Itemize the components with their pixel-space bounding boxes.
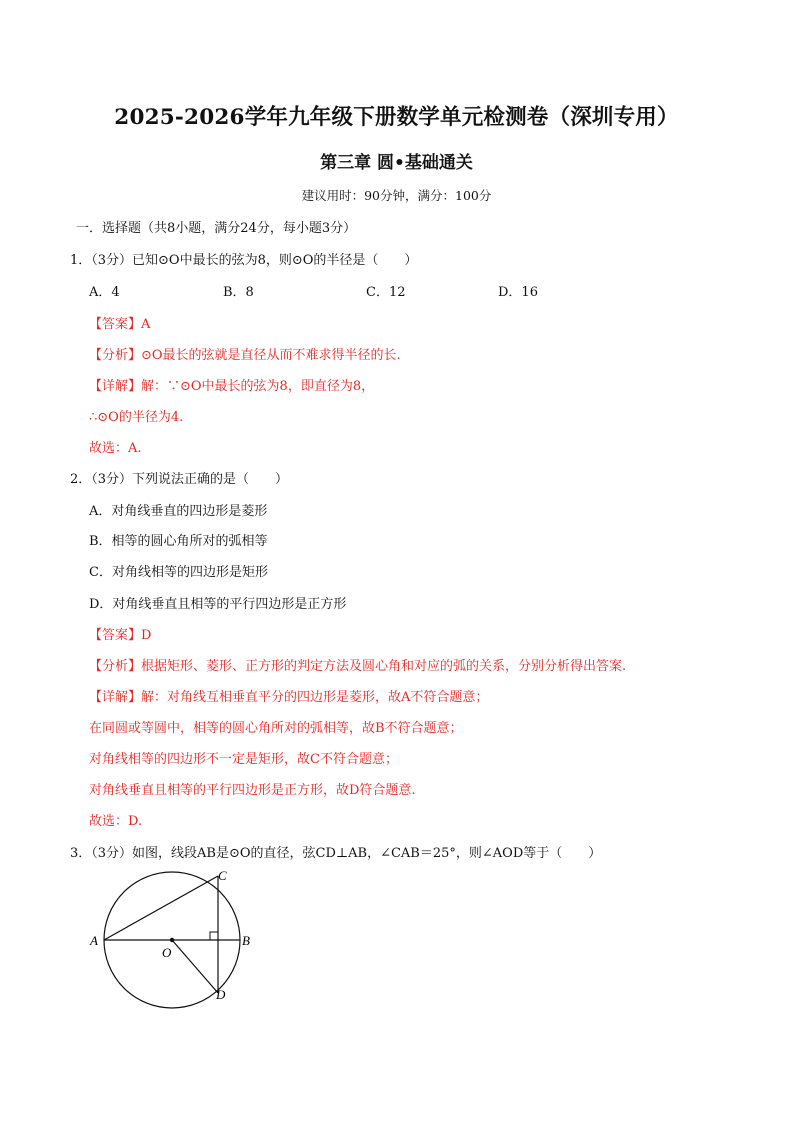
q2-option-b: B．相等的圆心角所对的弧相等	[89, 534, 268, 549]
q2-option-d: D．对角线垂直且相等的平行四边形是正方形	[89, 597, 347, 612]
chapter-subtitle: 第三章 圆•基础通关	[320, 153, 473, 173]
section-heading: 一．选择题（共8小题，满分24分，每小题3分）	[76, 221, 357, 236]
q1-analysis: 【分析】⊙O最长的弦就是直径从而不难求得半径的长.	[89, 348, 401, 363]
q1-stem: 1．（3分）已知⊙O中最长的弦为8，则⊙O的半径是（ ）	[70, 253, 418, 268]
q1-option-a: A．4	[89, 285, 120, 300]
q2-option-c: C．对角线相等的四边形是矩形	[89, 565, 268, 580]
label-o: O	[162, 945, 172, 960]
q2-option-a: A．对角线垂直的四边形是菱形	[89, 504, 268, 519]
q1-conclusion: 故选：A.	[89, 441, 142, 456]
page-title: 2025-2026学年九年级下册数学单元检测卷（深圳专用）	[114, 105, 679, 130]
q2-detail-line: 对角线垂直且相等的平行四边形是正方形，故D符合题意.	[89, 783, 416, 798]
segment-od	[172, 940, 218, 993]
q1-option-b: B．8	[223, 285, 254, 300]
q2-detail: 【详解】解：对角线互相垂直平分的四边形是菱形，故A不符合题意；	[89, 690, 489, 705]
q1-option-d: D．16	[498, 285, 538, 300]
q2-detail-line: 对角线相等的四边形不一定是矩形，故C不符合题意；	[89, 752, 398, 767]
center-point-o	[170, 938, 174, 942]
label-c: C	[218, 868, 227, 883]
q1-detail: 【详解】解：∵⊙O中最长的弦为8，即直径为8，	[89, 379, 375, 394]
q2-conclusion: 故选：D.	[89, 814, 143, 829]
label-b: B	[242, 933, 250, 948]
circle-diagram	[84, 862, 274, 1012]
label-a: A	[90, 933, 98, 948]
q2-answer: 【答案】D	[89, 628, 152, 643]
q1-detail-line2: ∴⊙O的半径为4.	[89, 410, 184, 425]
label-d: D	[216, 987, 226, 1002]
q1-answer: 【答案】A	[89, 317, 151, 332]
q2-analysis: 【分析】根据矩形、菱形、正方形的判定方法及圆心角和对应的弧的关系，分别分析得出答案.	[89, 659, 627, 674]
time-info: 建议用时：90分钟，满分：100分	[301, 188, 492, 203]
right-angle-mark	[210, 932, 218, 940]
q2-stem: 2．（3分）下列说法正确的是（ ）	[70, 472, 289, 487]
q2-detail-line: 在同圆或等圆中，相等的圆心角所对的弧相等，故B不符合题意；	[89, 721, 463, 736]
q1-option-c: C．12	[366, 285, 406, 300]
segment-ac	[104, 876, 218, 940]
q3-stem: 3．（3分）如图，线段AB是⊙O的直径，弦CD⊥AB，∠CAB＝25°，则∠AOD等于（ ）	[70, 846, 602, 861]
